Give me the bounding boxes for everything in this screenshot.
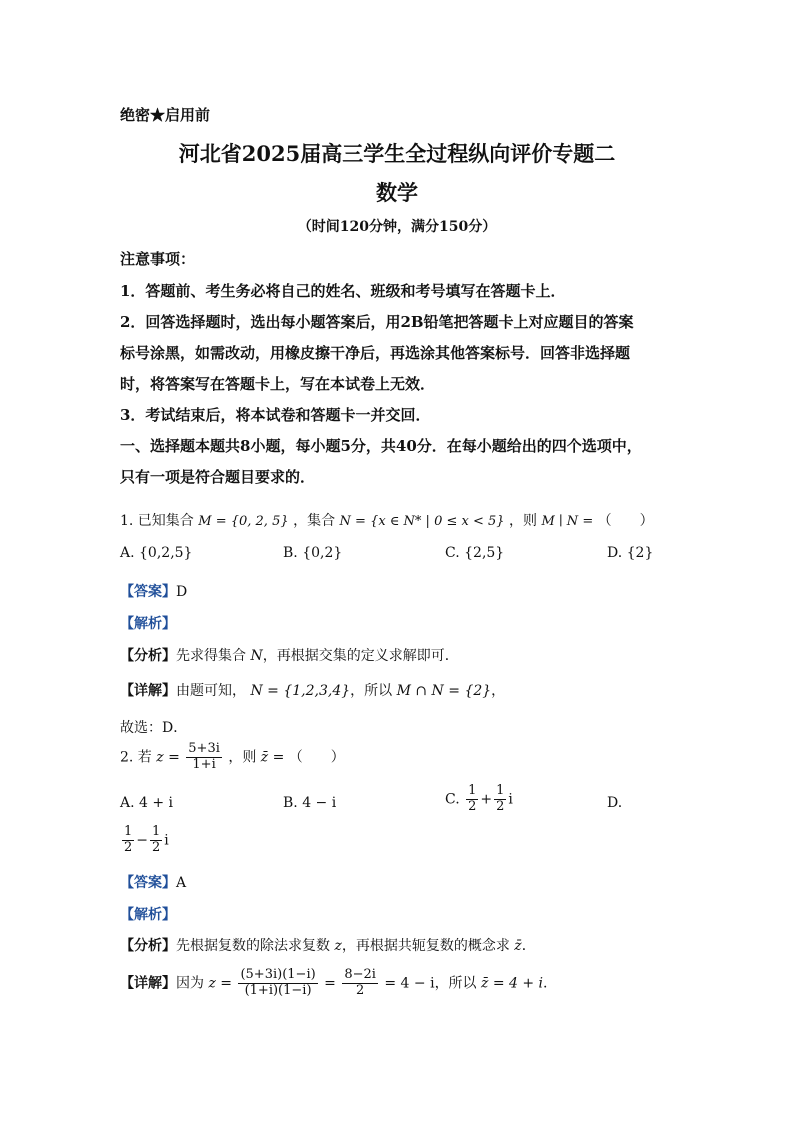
notice-item-2-line-3: 时，将答案写在答题卡上，写在本试卷上无效． bbox=[120, 375, 436, 393]
q1-xiangjie-a: 由题可知， bbox=[176, 683, 246, 699]
q2-xiangjie-frac-1 bbox=[238, 968, 317, 999]
q1-fenxi bbox=[120, 645, 459, 665]
q1-expr: M ∣ N = bbox=[541, 514, 594, 529]
q2-answer-value: A bbox=[176, 875, 187, 891]
q2-analysis-label: 【解析】 bbox=[120, 907, 176, 923]
q2-frac1-num: (5+3i)(1−i) bbox=[240, 967, 316, 982]
q2-fenxi-end: ． bbox=[521, 938, 536, 954]
q2-d-d2: 2 bbox=[152, 839, 161, 855]
q1-conclusion: 故选：D． bbox=[120, 720, 188, 736]
q1-xiangjie-n: N = {1,2,3,4} bbox=[250, 683, 351, 699]
q2-c-d2: 2 bbox=[496, 798, 505, 814]
q1-xiangjie-mn: M ∩ N = {2} bbox=[396, 683, 492, 699]
q2-d-minus: − bbox=[136, 832, 149, 849]
q2-option-c-label: C. bbox=[445, 791, 460, 808]
secret-label: 绝密★启用前 bbox=[120, 106, 211, 124]
q1-answer-tag: 【答案】 bbox=[120, 584, 176, 600]
question-1-stem bbox=[120, 510, 654, 530]
q2-fraction-den: 1+i bbox=[192, 756, 216, 772]
q2-fenxi bbox=[120, 935, 536, 955]
section-1-line-2: 只有一项是符合题目要求的． bbox=[120, 468, 316, 486]
q1-xiangjie-tag: 【详解】 bbox=[120, 683, 176, 699]
q1-option-a-text: {0,2,5} bbox=[139, 545, 193, 561]
q1-then: ，则 bbox=[509, 513, 537, 529]
notice-item-2-line-1: 2．回答选择题时，选出每小题答案后，用2B铅笔把答题卡上对应题目的答案 bbox=[120, 313, 634, 331]
q2-option-a-label: A. bbox=[120, 795, 135, 811]
subject-title: 数学 bbox=[376, 180, 418, 205]
q2-c-plus: + bbox=[480, 791, 493, 808]
q1-option-a bbox=[120, 545, 192, 561]
q2-answer-tag: 【答案】 bbox=[120, 875, 176, 891]
q2-xiangjie-end: . bbox=[543, 975, 548, 992]
q2-paren: （ ） bbox=[288, 749, 345, 766]
q1-set-n: N = {x ∈ N* | 0 ≤ x < 5} bbox=[339, 514, 505, 529]
q1-option-c bbox=[445, 545, 504, 561]
q2-option-c bbox=[445, 784, 513, 815]
q2-prefix: 2. 若 bbox=[120, 749, 152, 766]
q2-frac1-den: (1+i)(1−i) bbox=[244, 982, 312, 998]
q2-eq1: = bbox=[324, 975, 336, 992]
q2-fenxi-tag: 【分析】 bbox=[120, 938, 176, 954]
q1-xiangjie-b: ，所以 bbox=[350, 683, 393, 699]
q2-option-c-frac-1 bbox=[466, 784, 478, 815]
q2-option-d-value bbox=[120, 825, 169, 856]
q2-frac2-num: 8−2i bbox=[344, 967, 376, 982]
q2-frac2-den: 2 bbox=[355, 982, 365, 998]
q2-xiangjie-tag: 【详解】 bbox=[120, 975, 176, 992]
q2-option-a bbox=[120, 795, 173, 811]
section-1-line-1: 一、选择题本题共8小题，每小题5分，共40分．在每小题给出的四个选项中， bbox=[120, 437, 642, 455]
notice-item-1: 1．答题前、考生务必将自己的姓名、班级和考号填写在答题卡上． bbox=[120, 282, 566, 300]
q2-zbar: z̄ = bbox=[260, 749, 285, 766]
q2-option-d-frac-1 bbox=[122, 825, 134, 856]
question-2-stem bbox=[120, 742, 345, 773]
q2-option-b-text: 4 − i bbox=[302, 795, 337, 811]
q1-answer bbox=[120, 581, 187, 601]
q1-option-a-label: A. bbox=[120, 545, 135, 561]
q2-z-eq: z = bbox=[156, 749, 180, 766]
q2-d-i: i bbox=[164, 832, 169, 849]
q1-mid: ，集合 bbox=[293, 513, 336, 529]
q1-option-c-label: C. bbox=[445, 545, 460, 561]
q1-fenxi-n: N bbox=[250, 648, 263, 664]
q2-option-d-frac-2 bbox=[150, 825, 162, 856]
q2-analysis-tag bbox=[120, 904, 176, 924]
q2-xiangjie-a: 因为 bbox=[176, 975, 204, 992]
q2-option-a-text: 4 + i bbox=[139, 795, 174, 811]
q1-fenxi-text-b: ，再根据交集的定义求解即可． bbox=[262, 648, 459, 664]
q2-fenxi-text-b: ，再根据共轭复数的概念求 bbox=[341, 938, 510, 954]
q1-prefix: 1. 已知集合 bbox=[120, 513, 194, 529]
q1-option-b bbox=[283, 545, 342, 561]
q2-option-d-label: D. bbox=[607, 795, 623, 811]
q2-answer bbox=[120, 872, 186, 892]
q2-option-c-frac-2 bbox=[494, 784, 506, 815]
notice-item-3: 3．考试结束后，将本试卷和答题卡一并交回． bbox=[120, 406, 431, 424]
notice-item-2-line-2: 标号涂黑，如需改动，用橡皮擦干净后，再选涂其他答案标号．回答非选择题 bbox=[120, 344, 631, 362]
q2-fraction bbox=[186, 742, 222, 773]
q2-eq2: = 4 − i bbox=[384, 975, 435, 992]
q2-c-d1: 2 bbox=[468, 798, 477, 814]
q2-d-n2: 1 bbox=[152, 824, 161, 839]
q1-xiangjie bbox=[120, 680, 505, 700]
q2-d-d1: 2 bbox=[124, 839, 133, 855]
q1-option-b-text: {0,2} bbox=[302, 545, 343, 561]
q2-d-n1: 1 bbox=[124, 824, 133, 839]
q2-then: ，则 bbox=[228, 749, 257, 766]
time-info: （时间120分钟，满分150分） bbox=[297, 219, 497, 235]
q1-fenxi-text-a: 先求得集合 bbox=[176, 648, 246, 664]
q2-fraction-num: 5+3i bbox=[188, 741, 220, 756]
q1-set-m: M = {0, 2, 5} bbox=[198, 514, 289, 529]
q2-fenxi-zbar: z̄ bbox=[514, 938, 522, 954]
q2-xiangjie-z: z = bbox=[208, 975, 233, 992]
q2-xiangjie bbox=[120, 968, 548, 999]
q2-xiangjie-b: ，所以 bbox=[434, 975, 477, 992]
q1-option-d-text: {2} bbox=[626, 545, 654, 561]
q1-paren: （ ） bbox=[597, 513, 654, 529]
q1-option-b-label: B. bbox=[283, 545, 298, 561]
q1-option-c-text: {2,5} bbox=[464, 545, 505, 561]
q1-analysis-tag bbox=[120, 613, 176, 633]
q2-option-d bbox=[607, 795, 622, 811]
q2-option-b bbox=[283, 795, 336, 811]
q2-fenxi-text-a: 先根据复数的除法求复数 bbox=[176, 938, 330, 954]
q2-c-n1: 1 bbox=[468, 783, 477, 798]
q1-answer-value: D bbox=[176, 584, 188, 600]
notice-heading: 注意事项： bbox=[120, 250, 196, 268]
q2-c-n2: 1 bbox=[496, 783, 505, 798]
q1-fenxi-tag: 【分析】 bbox=[120, 648, 176, 664]
q2-xiangjie-res: z̄ = 4 + i bbox=[481, 975, 544, 992]
q2-fenxi-z: z bbox=[334, 938, 342, 954]
q1-option-d-label: D. bbox=[607, 545, 623, 561]
q1-analysis-label: 【解析】 bbox=[120, 616, 176, 632]
q1-option-d bbox=[607, 545, 653, 561]
q2-c-i: i bbox=[508, 791, 513, 808]
q1-xiangjie-c: ， bbox=[491, 683, 506, 699]
q2-option-b-label: B. bbox=[283, 795, 298, 811]
exam-title: 河北省2025届高三学生全过程纵向评价专题二 bbox=[178, 141, 616, 166]
q2-xiangjie-frac-2 bbox=[342, 968, 378, 999]
